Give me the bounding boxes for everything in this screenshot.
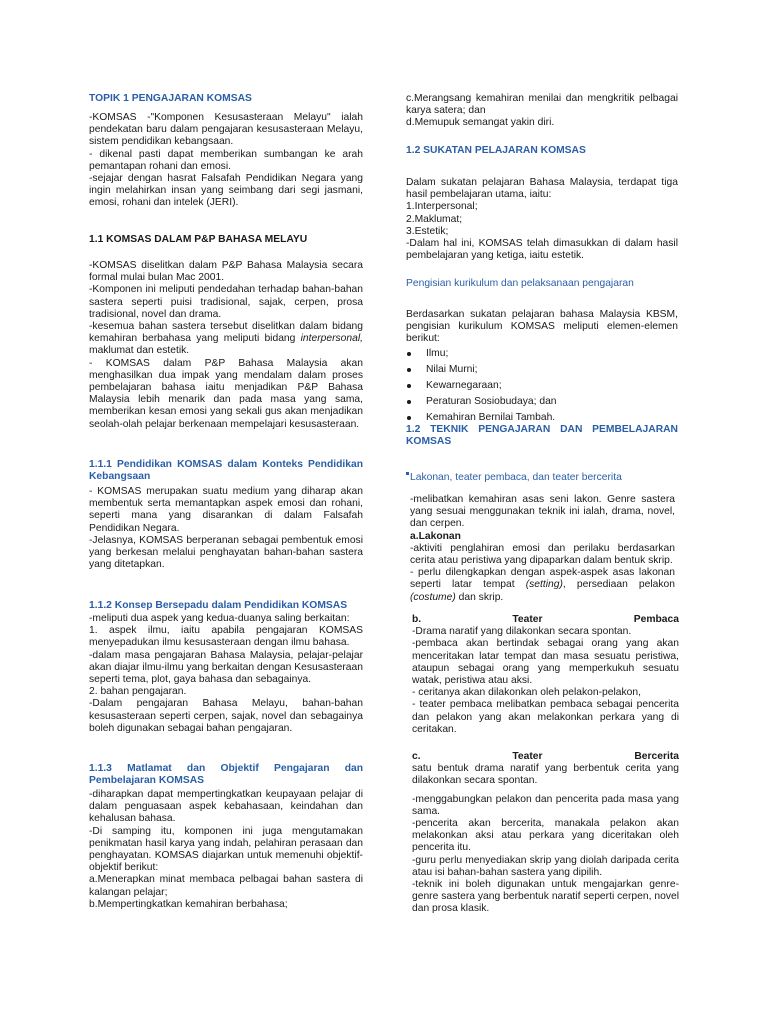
section-1-1-1-body (89, 486, 363, 571)
section-1-1-3-body (89, 789, 363, 911)
paragraph: Dalam sukatan pelajaran Bahasa Malaysia, terdapat tiga hasil pembelajaran utama, iaitu: (406, 177, 678, 201)
paragraph: d.Memupuk semangat yakin diri. (406, 117, 555, 129)
paragraph: -pencerita akan bercerita, manakala pelakon akan melakonkan aksi atau perkara yang diceritakan oleh pencerita itu. (412, 818, 679, 854)
pengisian-body (406, 309, 678, 429)
paragraph: 1.Interpersonal; (406, 201, 478, 213)
section-1-1-3-heading: 1.1.3 Matlamat dan Objektif Pengajaran dan Pembelajaran KOMSAS (89, 763, 363, 787)
elements-list (406, 348, 678, 425)
paragraph: -Komponen ini meliputi pendedahan terhadap bahan-bahan sastera seperti puisi tradisional, sajak, cerpen, prosa tradisional, novel dan drama. (89, 284, 363, 320)
paragraph: -Dalam hal ini, KOMSAS telah dimasukkan di dalam hasil pembelajaran yang ketiga, iaitu estetik. (406, 238, 678, 262)
paragraph: - teater pembaca melibatkan pembaca sebagai pencerita dan pelakon yang akan melakonkan perkara yang di ceritakan. (412, 699, 679, 735)
paragraph: 2.Maklumat; (406, 213, 463, 225)
paragraph: -KOMSAS diselitkan dalam P&P Bahasa Malaysia secara formal mulai bulan Mac 2001. (89, 260, 363, 284)
paragraph: -guru perlu menyediakan skrip yang diolah daripada cerita atau isi bahan-bahan sastera yang dipilih. (412, 854, 679, 878)
paragraph: -kesemua bahan sastera tersebut diselitkan dalam bidang kemahiran berbahasa yang meliputi bidang interpersonal, maklumat dan estetik. (89, 321, 363, 357)
section-1-1-heading: 1.1 KOMSAS DALAM P&P BAHASA MELAYU (89, 234, 308, 245)
paragraph: -teknik ini boleh digunakan untuk mengajarkan genre-genre sastera yang berbentuk naratif seperti cerpen, novel dan prosa klasik. (412, 879, 679, 915)
section-1-1-1-heading: 1.1.1 Pendidikan KOMSAS dalam Konteks Pendidikan Kebangsaan (89, 459, 363, 483)
paragraph: a.Menerapkan minat membaca pelbagai bahan sastera di kalangan pelajar; (89, 874, 363, 898)
section-1-1-body (89, 260, 363, 431)
section-1-2-teknik-heading: 1.2 TEKNIK PENGAJARAN DAN PEMBELAJARAN KOMSAS (406, 424, 678, 448)
paragraph: -melibatkan kemahiran asas seni lakon. Genre sastera yang sesuai menggunakan teknik ini ialah, drama, novel, dan cerpen. (410, 494, 675, 530)
paragraph: -meliputi dua aspek yang kedua-duanya saling berkaitan: (89, 613, 350, 624)
list-item: Peraturan Sosiobudaya; dan (406, 396, 678, 408)
intro-line: -sejajar dengan hasrat Falsafah Pendidikan Negara yang ingin melahirkan insan yang seimbang dari segi jasmani, emosi, rohani dan intelek (JERI). (89, 173, 363, 209)
marker-icon (406, 472, 409, 475)
teater-bercerita-heading: c. Teater Bercerita (412, 751, 679, 762)
bullet-icon (407, 400, 411, 404)
intro-line: -KOMSAS -"Komponen Kesusasteraan Melayu" ialah pendekatan baru dalam pengajaran kesusasteraan Melayu, sistem pendidikan kebangsaan. (89, 112, 363, 148)
pengisian-heading: Pengisian kurikulum dan pelaksanaan pengajaran (406, 278, 634, 289)
paragraph: - KOMSAS merupakan suatu medium yang diharap akan membentuk serta memantapkan aspek emosi dan rohani, seperti mana yang disarankan di dalam Falsafah Pendidikan Negara. (89, 486, 363, 534)
lakonan-body (410, 494, 675, 604)
paragraph: c.Merangsang kemahiran menilai dan mengkritik pelbagai karya satera; dan (406, 93, 678, 117)
paragraph: -Dalam pengajaran Bahasa Melayu, bahan-bahan kesusasteraan seperti cerpen, sajak, novel dan sebagainya boleh digunakan sebagai bahan pengajaran. (89, 698, 363, 734)
paragraph: -aktiviti penglahiran emosi dan perilaku berdasarkan cerita atau peristiwa yang dipaparkan dalam bentuk skrip. (410, 542, 675, 567)
paragraph: -Di samping itu, komponen ini juga mengutamakan penikmatan hasil karya yang indah, pelahiran perasaan dan penghayatan. KOMSAS diajarkan untuk memenuhi objektif-objektif berikut: (89, 825, 363, 874)
topik-heading: TOPIK 1 PENGAJARAN KOMSAS (89, 93, 252, 104)
paragraph: -pembaca akan bertindak sebagai orang yang akan menceritakan latar tempat dan masa sesuatu peristiwa, ataupun sebagai orang yang memperkukuh sesuatu watak, peristiwa atau aksi. (412, 638, 679, 687)
list-item: Ilmu; (406, 348, 678, 360)
lakonan-heading: Lakonan, teater pembaca, dan teater bercerita (406, 472, 622, 484)
teater-bercerita-section (412, 751, 679, 916)
paragraph: - perlu dilengkapkan dengan aspek-aspek asas lakonan seperti latar tempat (setting), persediaan pelakon (costume) dan skrip. (410, 567, 676, 603)
objectives-continued (406, 93, 678, 130)
list-item: Kemahiran Bernilai Tambah. (406, 412, 678, 424)
lakonan-subheading: a.Lakonan (410, 530, 461, 542)
bullet-icon (407, 368, 411, 372)
paragraph: Berdasarkan sukatan pelajaran bahasa Malaysia KBSM, pengisian kurikulum KOMSAS meliputi elemen-elemen berikut: (406, 309, 678, 345)
bullet-icon (407, 416, 411, 420)
paragraph: -menggabungkan pelakon dan pencerita pada masa yang sama. (412, 793, 679, 817)
list-item: Nilai Murni; (406, 364, 678, 376)
paragraph: -Drama naratif yang dilakonkan secara spontan. (412, 626, 632, 638)
paragraph: satu bentuk drama naratif yang berbentuk cerita yang dilakonkan secara spontan. (412, 763, 679, 787)
paragraph: 1. aspek ilmu, iaitu apabila pengajaran KOMSAS menyepadukan ilmu kesusasteraan dengan ilmu bahasa. (89, 625, 363, 649)
section-1-2-body (406, 177, 678, 262)
paragraph: -diharapkan dapat mempertingkatkan keupayaan pelajar di dalam penguasaan aspek kebahasaan, keindahan dan kehalusan bahasa. (89, 789, 363, 825)
paragraph: -Jelasnya, KOMSAS berperanan sebagai pembentuk emosi yang berkesan melalui penghayatan bahan-bahan sastera yang ditetapkan. (89, 534, 363, 571)
bullet-icon (407, 384, 411, 388)
section-1-1-2-body (89, 613, 363, 735)
section-1-1-2-heading: 1.1.2 Konsep Bersepadu dalam Pendidikan KOMSAS (89, 600, 348, 611)
intro-line: - dikenal pasti dapat memberikan sumbangan ke arah pemantapan rohani dan emosi. (89, 148, 363, 172)
paragraph: 2. bahan pengajaran. (89, 686, 187, 698)
bullet-icon (407, 352, 411, 356)
paragraph: - KOMSAS dalam P&P Bahasa Malaysia akan menghasilkan dua impak yang mendalam dalam proses pembelajaran bahasa iaitu menjadikan P&P Bahasa Malaysia lebih menarik dan pada masa yang sama, memberikan kesan emosi yang sekali gus akan menjadikan seolah-olah pelajar berkenaan mempelajari kesusasteraan. (89, 357, 363, 430)
section-1-2-heading: 1.2 SUKATAN PELAJARAN KOMSAS (406, 145, 586, 156)
paragraph: 3.Estetik; (406, 225, 449, 237)
paragraph: - ceritanya akan dilakonkan oleh pelakon-pelakon, (412, 687, 641, 699)
intro-block (89, 112, 363, 210)
paragraph: b.Mempertingkatkan kemahiran berbahasa; (89, 898, 288, 910)
list-item: Kewarnegaraan; (406, 380, 678, 392)
teater-pembaca-heading: b. Teater Pembaca (412, 614, 679, 625)
teater-pembaca-section (412, 614, 679, 736)
paragraph: -dalam masa pengajaran Bahasa Malaysia, pelajar-pelajar akan diajar ilmu-ilmu yang berkaitan dengan Kesusasteraan seperti tema, plot, gaya bahasa dan sebagainya. (89, 649, 363, 686)
